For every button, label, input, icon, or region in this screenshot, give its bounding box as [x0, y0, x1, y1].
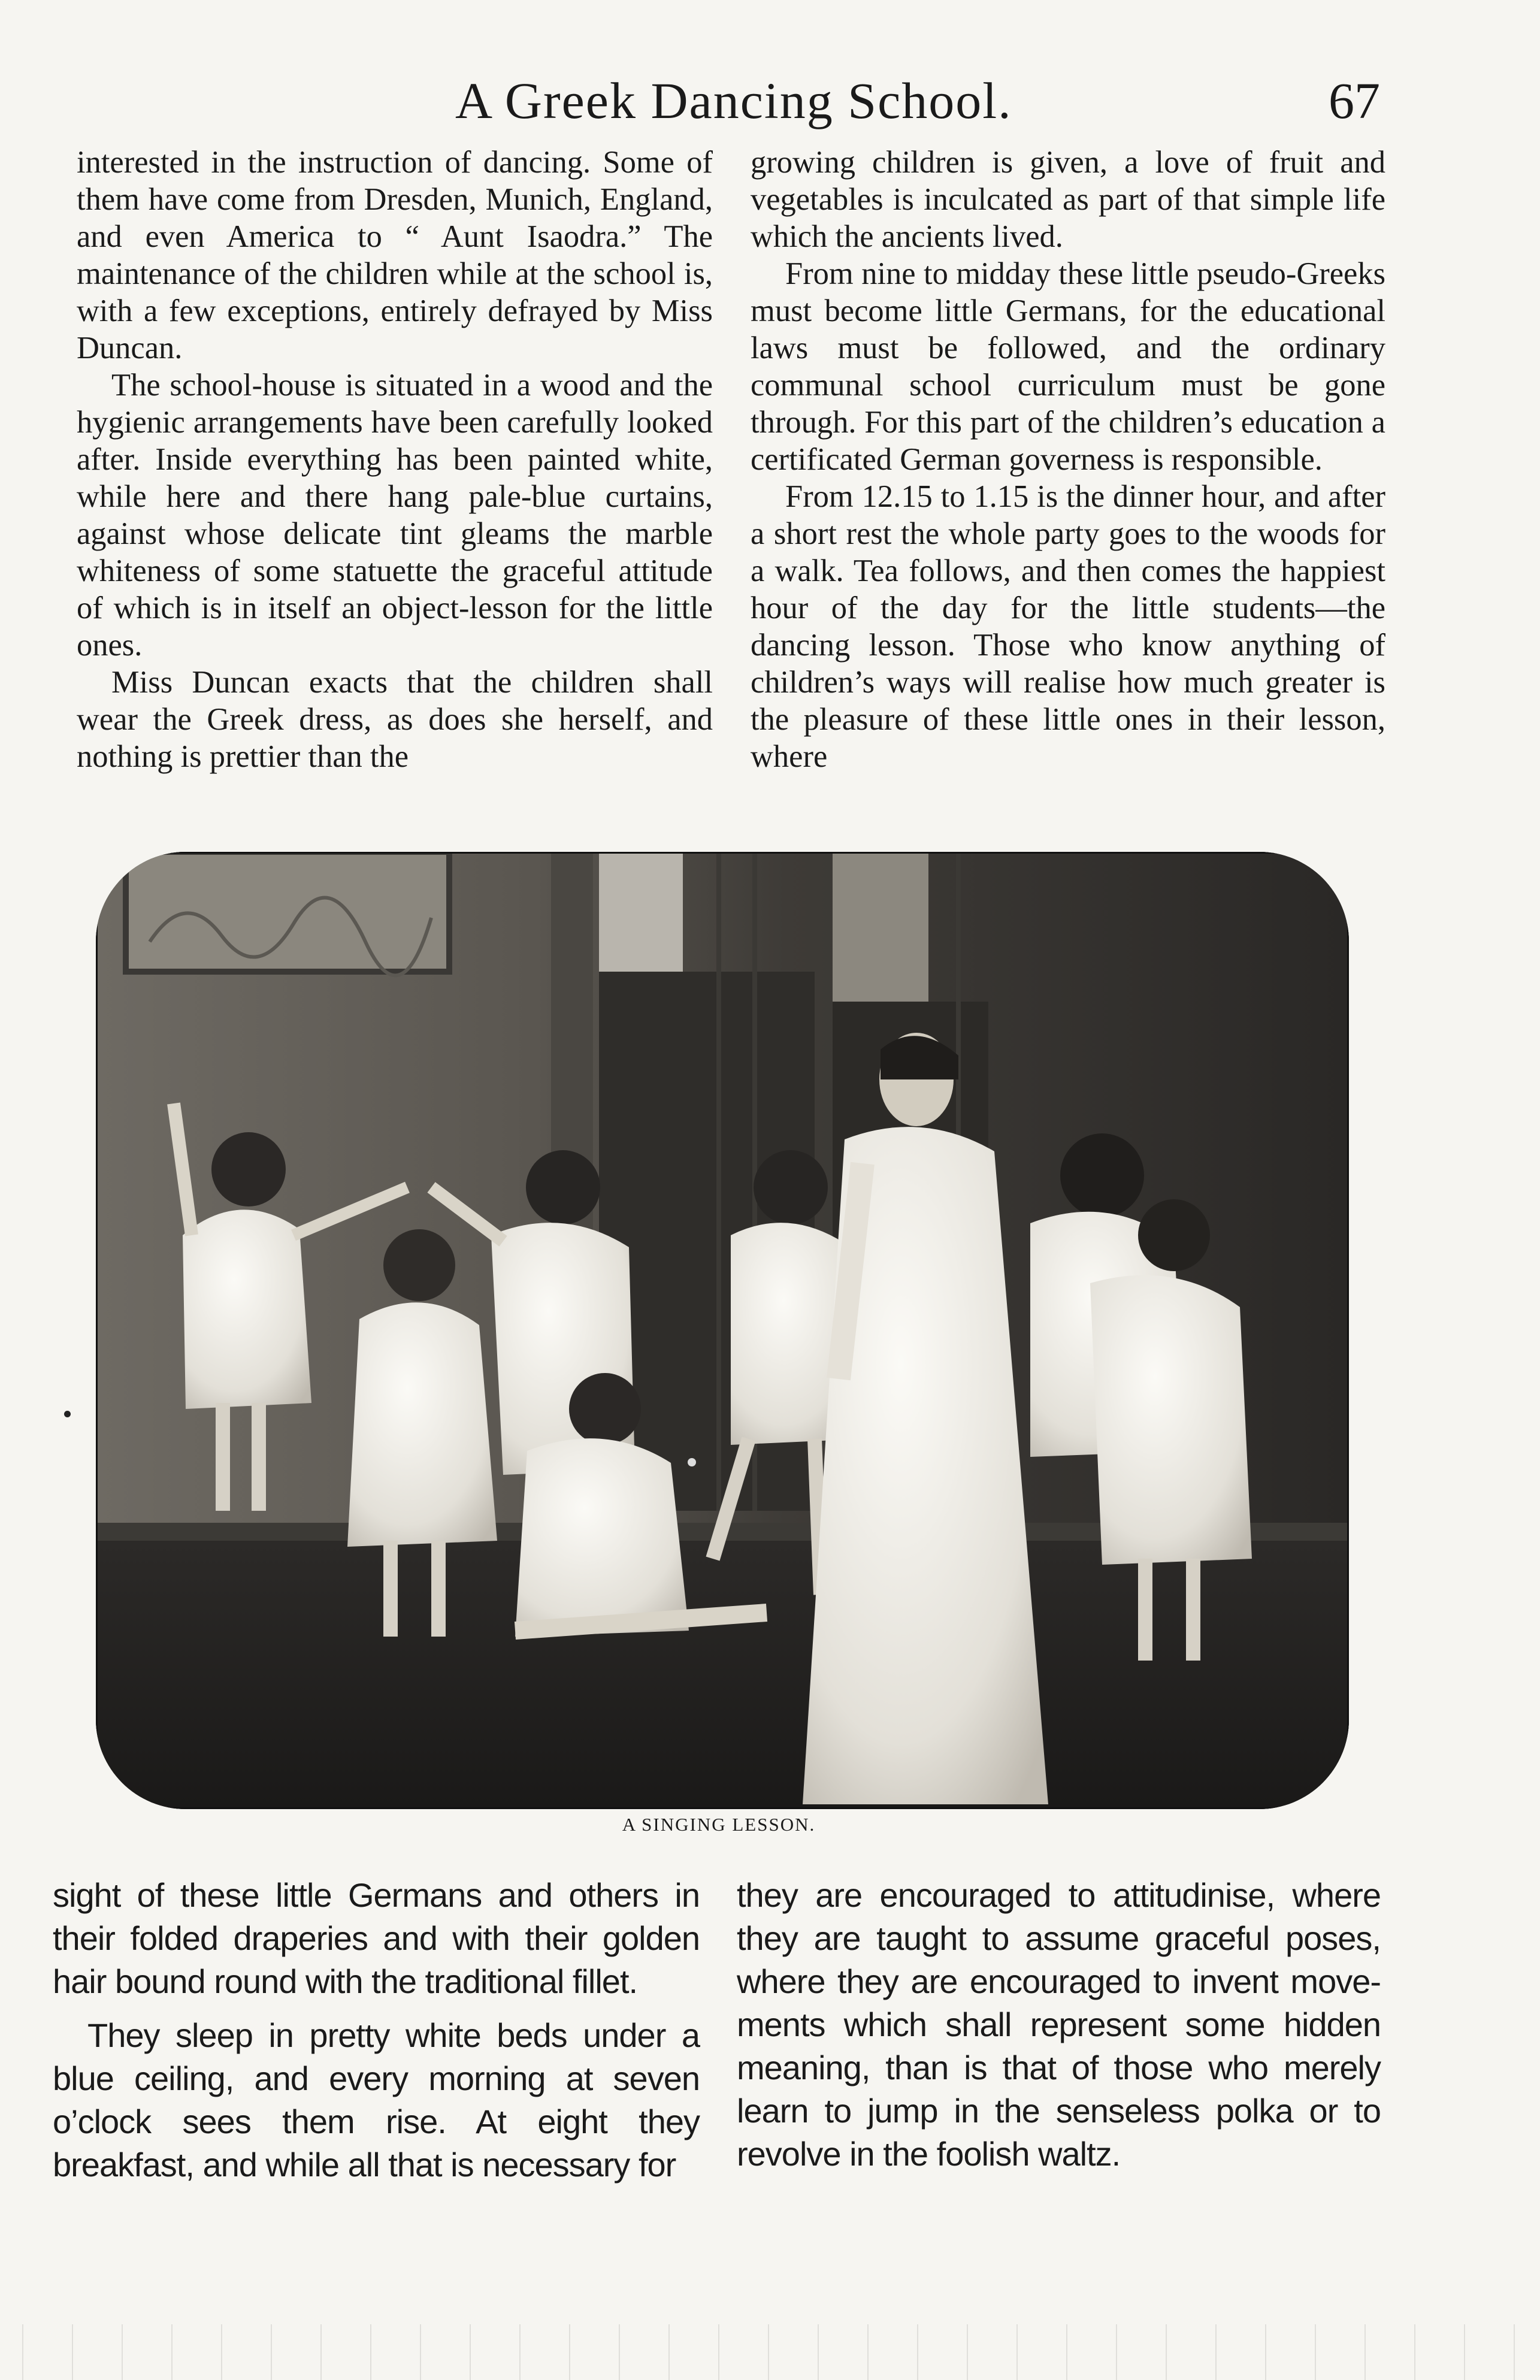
ink-speck — [64, 1411, 71, 1417]
figure-caption: A SINGING LESSON. — [622, 1814, 816, 1835]
ink-speck — [688, 1458, 696, 1466]
page-number: 67 — [1329, 72, 1380, 129]
paragraph: The school-house is situated in a wood and the hygienic arrangements have been carefully looked after. Inside everything has been painted white, while here and there hang pale-blue curtains, against whose delicate tint gleams the marble whiteness of some statuette the graceful attitude of which is in itself an object-lesson for the little ones. — [77, 368, 713, 663]
column-bottom-left — [53, 1874, 700, 2187]
paragraph: From nine to midday these little pseudo-Greeks must become little Germans, for the educational laws must be followed, and the ordinary communal school curriculum must be gone through. For this part of the children’s education a certificated German governess is responsible. — [751, 256, 1385, 477]
paragraph: They sleep in pretty white beds under a blue ceiling, and every morning at seven o’clock sees them rise. At eight they breakfast, and while all that is necessary for — [53, 2016, 700, 2184]
column-top-left — [77, 144, 713, 775]
page-title: A Greek Dancing School. — [455, 72, 1012, 129]
running-head — [0, 71, 1540, 137]
paragraph: sight of these little Germans and others in their folded draperies and with their golden hair bound round with the traditional fillet. — [53, 1876, 700, 2000]
paragraph: Miss Duncan exacts that the children shall wear the Greek dress, as does she herself, and nothing is prettier than the — [77, 665, 713, 774]
scan-noise — [0, 2324, 1540, 2380]
column-bottom-right — [737, 1874, 1381, 2176]
paragraph: From 12.15 to 1.15 is the dinner hour, and after a short rest the whole party goes to the woods for a walk. Tea follows, and then comes the happiest hour of the day for the little students—the dancing lesson. Those who know anything of children’s ways will realise how much greater is the pleasure of these little ones in their lesson, where — [751, 479, 1385, 774]
paragraph: they are encouraged to attitudinise, where they are taught to assume graceful poses, where they are encouraged to invent move-ments which shall represent some hidden meaning, than is that of those who merely learn to jump in the senseless polka or to revolve in the foolish waltz. — [737, 1876, 1381, 2173]
photograph — [96, 852, 1349, 1809]
paragraph: interested in the instruction of dancing. Some of them have come from Dresden, Munich, England, and even America to “ Aunt Isaodra.” The maintenance of the children while at the school is, with a few exceptions, entirely defrayed by Miss Duncan. — [77, 145, 713, 365]
photograph-illustration — [96, 852, 1349, 1809]
paragraph: growing children is given, a love of fruit and vegetables is inculcated as part of that simple life which the ancients lived. — [751, 145, 1385, 254]
column-top-right — [751, 144, 1385, 775]
